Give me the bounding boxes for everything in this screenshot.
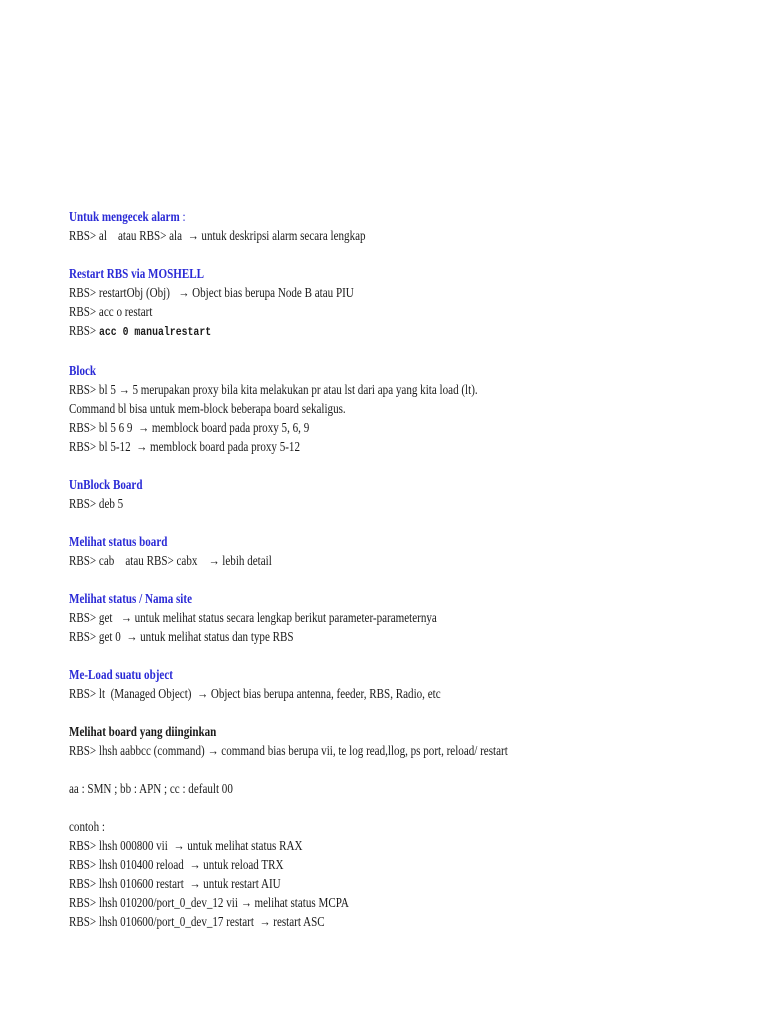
section-heading: Me-Load suatu object <box>69 667 173 682</box>
text-line-mono <box>69 321 627 342</box>
text-line: RBS> get → untuk melihat status secara lengkap berikut parameter-parameternya <box>69 610 437 625</box>
section-site-status <box>69 589 627 646</box>
text-line: RBS> lhsh aabbcc (command) → command bias berupa vii, te log read,llog, ps port, reload/ restart <box>69 743 508 758</box>
section-heading: Melihat status / Nama site <box>69 591 192 606</box>
mono-line-prefix: RBS> <box>69 323 99 338</box>
example-line: RBS> lhsh 010600/port_0_dev_17 restart → restart ASC <box>69 914 325 929</box>
example-line: RBS> lhsh 010200/port_0_dev_12 vii → melihat status MCPA <box>69 895 349 910</box>
text-line: RBS> al atau RBS> ala → untuk deskripsi alarm secara lengkap <box>69 228 366 243</box>
text-line: RBS> acc o restart <box>69 304 153 319</box>
section-heading-suffix: : <box>179 209 186 224</box>
legend-block <box>69 779 627 798</box>
text-line: RBS> get 0 → untuk melihat status dan type RBS <box>69 629 294 644</box>
section-block <box>69 361 627 456</box>
text-line: RBS> deb 5 <box>69 496 124 511</box>
example-line: RBS> lhsh 000800 vii → untuk melihat status RAX <box>69 838 303 853</box>
section-board-status <box>69 532 627 570</box>
section-heading: UnBlock Board <box>69 477 143 492</box>
mono-line-code: acc 0 manualrestart <box>98 325 212 339</box>
text-line: RBS> bl 5-12 → memblock board pada proxy 5-12 <box>69 439 300 454</box>
document-content <box>69 207 627 950</box>
example-label: contoh : <box>69 819 105 834</box>
section-heading: Melihat board yang diinginkan <box>69 724 217 739</box>
section-unblock-board <box>69 475 627 513</box>
section-heading: Melihat status board <box>69 534 168 549</box>
example-line: RBS> lhsh 010400 reload → untuk reload TRX <box>69 857 284 872</box>
section-check-alarm <box>69 207 627 245</box>
text-line: RBS> bl 5 → 5 merupakan proxy bila kita melakukan pr atau lst dari apa yang kita load (lt). <box>69 382 478 397</box>
text-line: RBS> lt (Managed Object) → Object bias berupa antenna, feeder, RBS, Radio, etc <box>69 686 441 701</box>
text-line: RBS> cab atau RBS> cabx → lebih detail <box>69 553 272 568</box>
section-heading: Restart RBS via MOSHELL <box>69 266 205 281</box>
section-view-board <box>69 722 627 760</box>
section-heading-line <box>69 207 627 226</box>
example-line: RBS> lhsh 010600 restart → untuk restart AIU <box>69 876 281 891</box>
text-line: Command bl bisa untuk mem-block beberapa board sekaligus. <box>69 401 346 416</box>
text-line: RBS> restartObj (Obj) → Object bias berupa Node B atau PIU <box>69 285 354 300</box>
example-block <box>69 817 627 931</box>
legend-line: aa : SMN ; bb : APN ; cc : default 00 <box>69 781 233 796</box>
section-restart-rbs <box>69 264 627 342</box>
section-heading: Untuk mengecek alarm <box>69 209 180 224</box>
section-heading: Block <box>69 363 97 378</box>
text-line: RBS> bl 5 6 9 → memblock board pada proxy 5, 6, 9 <box>69 420 310 435</box>
section-load-object <box>69 665 627 703</box>
